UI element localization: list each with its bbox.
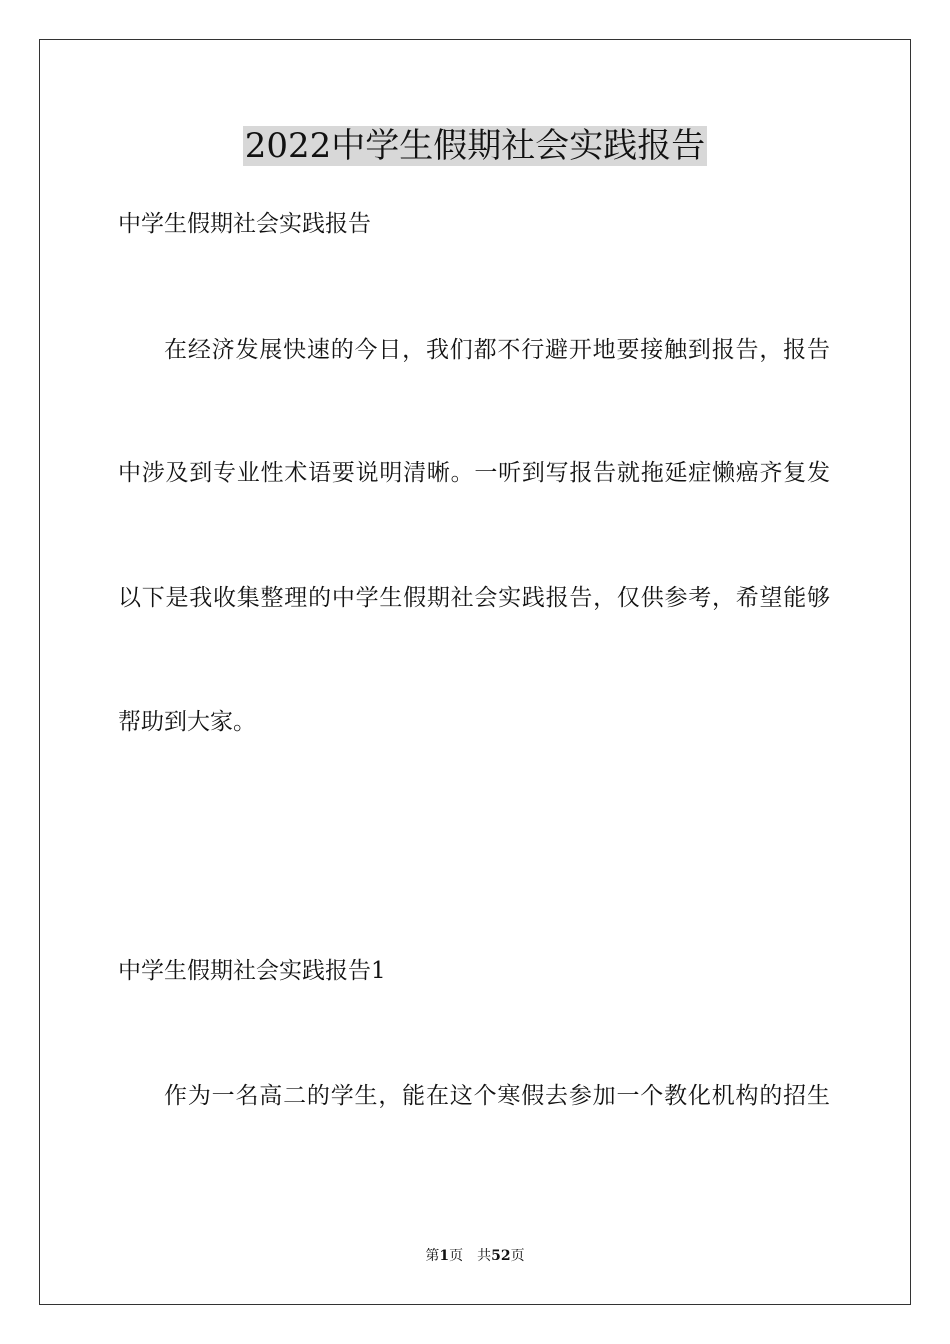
page-suffix: 页 [449, 1248, 464, 1264]
total-prefix: 共 [477, 1248, 492, 1264]
document-subtitle: 中学生假期社会实践报告 [118, 211, 371, 237]
document-title [0, 124, 950, 168]
page-number: 1 [439, 1248, 450, 1264]
total-pages: 52 [491, 1248, 511, 1264]
paragraph-line: 作为一名高二的学生，能在这个寒假去参加一个教化机构的招生 [164, 1083, 830, 1109]
document-title-text: 2022中学生假期社会实践报告 [244, 126, 706, 166]
total-suffix: 页 [510, 1248, 525, 1264]
paragraph-line: 帮助到大家。 [118, 709, 256, 735]
section-heading: 中学生假期社会实践报告1 [118, 958, 386, 984]
paragraph-line: 在经济发展快速的今日，我们都不行避开地要接触到报告，报告 [164, 337, 830, 363]
paragraph-line: 中涉及到专业性术语要说明清晰。一听到写报告就拖延症懒癌齐复发 [118, 460, 830, 486]
page-footer [0, 1246, 950, 1266]
page-prefix: 第 [425, 1248, 440, 1264]
paragraph-line: 以下是我收集整理的中学生假期社会实践报告，仅供参考，希望能够 [118, 585, 830, 611]
